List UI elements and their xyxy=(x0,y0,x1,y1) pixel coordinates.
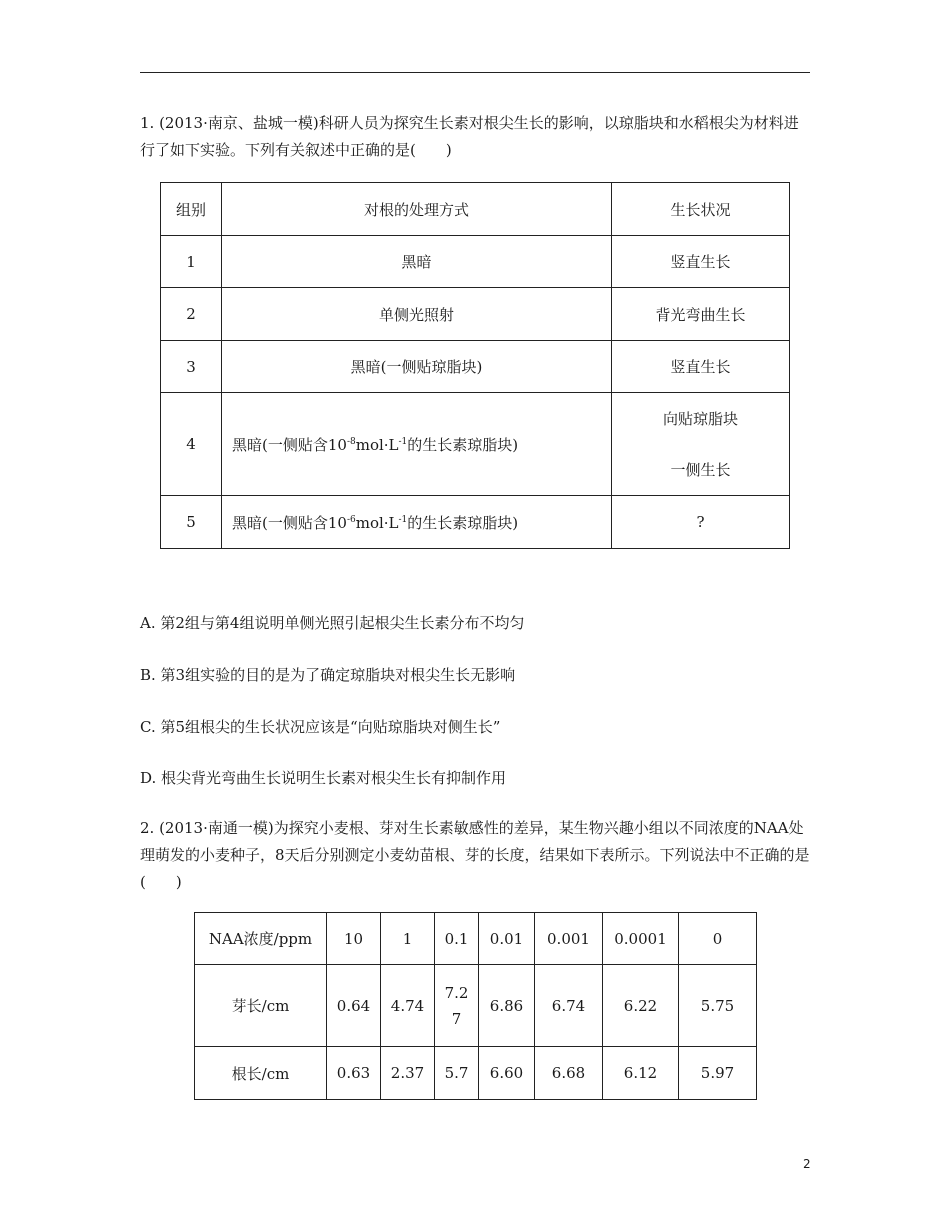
result-cell: 竖直生长 xyxy=(612,236,790,288)
bud-cell: 4.74 xyxy=(381,965,435,1047)
concentration-cell: 0.01 xyxy=(479,913,535,965)
header-group: 组别 xyxy=(161,183,222,236)
group-cell: 5 xyxy=(161,496,222,549)
concentration-cell: 10 xyxy=(327,913,381,965)
result-line: 一侧生长 xyxy=(670,460,731,479)
bud-cell: 0.64 xyxy=(327,965,381,1047)
treatment-text: 黑暗(一侧贴含10 xyxy=(232,513,347,532)
treatment-cell: 单侧光照射 xyxy=(222,288,612,341)
row-header: 根长/cm xyxy=(195,1047,327,1100)
table-row xyxy=(161,393,790,496)
treatment-cell xyxy=(222,496,612,549)
bud-row xyxy=(195,965,757,1047)
table-row xyxy=(161,496,790,549)
concentration-cell: 0.001 xyxy=(535,913,603,965)
treatment-text-end: 的生长素琼脂块) xyxy=(407,513,519,532)
treatment-cell: 黑暗 xyxy=(222,236,612,288)
group-cell: 4 xyxy=(161,393,222,496)
naa-table xyxy=(194,912,757,1100)
group-cell: 3 xyxy=(161,341,222,393)
result-cell: 竖直生长 xyxy=(612,341,790,393)
root-cell: 0.63 xyxy=(327,1047,381,1100)
root-cell: 6.68 xyxy=(535,1047,603,1100)
exponent: -1 xyxy=(398,514,408,525)
treatment-cell xyxy=(222,393,612,496)
row-header: 芽长/cm xyxy=(195,965,327,1047)
exponent: -8 xyxy=(346,436,356,447)
result-cell: 背光弯曲生长 xyxy=(612,288,790,341)
table-header-row xyxy=(161,183,790,236)
header-result: 生长状况 xyxy=(612,183,790,236)
concentration-row xyxy=(195,913,757,965)
header-rule xyxy=(140,72,810,73)
concentration-cell: 1 xyxy=(381,913,435,965)
root-cell: 6.12 xyxy=(603,1047,679,1100)
exponent: -6 xyxy=(346,514,356,525)
bud-cell: 5.75 xyxy=(679,965,757,1047)
result-cell xyxy=(612,393,790,496)
concentration-cell: 0 xyxy=(679,913,757,965)
option-a: A. 第2组与第4组说明单侧光照引起根尖生长素分布不均匀 xyxy=(140,614,525,632)
table-row xyxy=(161,236,790,288)
group-cell: 2 xyxy=(161,288,222,341)
bud-cell: 6.22 xyxy=(603,965,679,1047)
concentration-cell: 0.1 xyxy=(435,913,479,965)
table-row xyxy=(161,288,790,341)
concentration-cell: 0.0001 xyxy=(603,913,679,965)
option-b: B. 第3组实验的目的是为了确定琼脂块对根尖生长无影响 xyxy=(140,666,516,684)
root-row xyxy=(195,1047,757,1100)
table-row xyxy=(161,341,790,393)
root-cell: 2.37 xyxy=(381,1047,435,1100)
page-number: 2 xyxy=(803,1157,811,1171)
treatment-text: 黑暗(一侧贴含10 xyxy=(232,435,347,454)
result-line: 向贴琼脂块 xyxy=(662,409,738,428)
header-treatment: 对根的处理方式 xyxy=(222,183,612,236)
option-d: D. 根尖背光弯曲生长说明生长素对根尖生长有抑制作用 xyxy=(140,769,507,787)
option-c: C. 第5组根尖的生长状况应该是“向贴琼脂块对侧生长” xyxy=(140,718,501,736)
question-2-stem: 2. (2013·南通一模)为探究小麦根、芽对生长素敏感性的差异，某生物兴趣小组以不同浓度的NAA处理萌发的小麦种子，8天后分别测定小麦幼苗根、芽的长度，结果如下表所示。下列说法中不正确的是( ) xyxy=(140,819,810,891)
bud-cell: 6.86 xyxy=(479,965,535,1047)
treatment-text-end: 的生长素琼脂块) xyxy=(407,435,519,454)
question-1-stem: 1. (2013·南京、盐城一模)科研人员为探究生长素对根尖生长的影响，以琼脂块和水稻根尖为材料进行了如下实验。下列有关叙述中正确的是( ) xyxy=(140,114,799,159)
result-cell: ? xyxy=(612,496,790,549)
exponent: -1 xyxy=(398,436,408,447)
experiment-table-1 xyxy=(160,182,790,549)
treatment-cell: 黑暗(一侧贴琼脂块) xyxy=(222,341,612,393)
root-cell: 5.97 xyxy=(679,1047,757,1100)
root-cell: 5.7 xyxy=(435,1047,479,1100)
unit-text: mol·L xyxy=(355,513,399,532)
bud-cell: 6.74 xyxy=(535,965,603,1047)
root-cell: 6.60 xyxy=(479,1047,535,1100)
bud-cell: 7.27 xyxy=(435,965,479,1047)
unit-text: mol·L xyxy=(355,435,399,454)
row-header: NAA浓度/ppm xyxy=(195,913,327,965)
group-cell: 1 xyxy=(161,236,222,288)
